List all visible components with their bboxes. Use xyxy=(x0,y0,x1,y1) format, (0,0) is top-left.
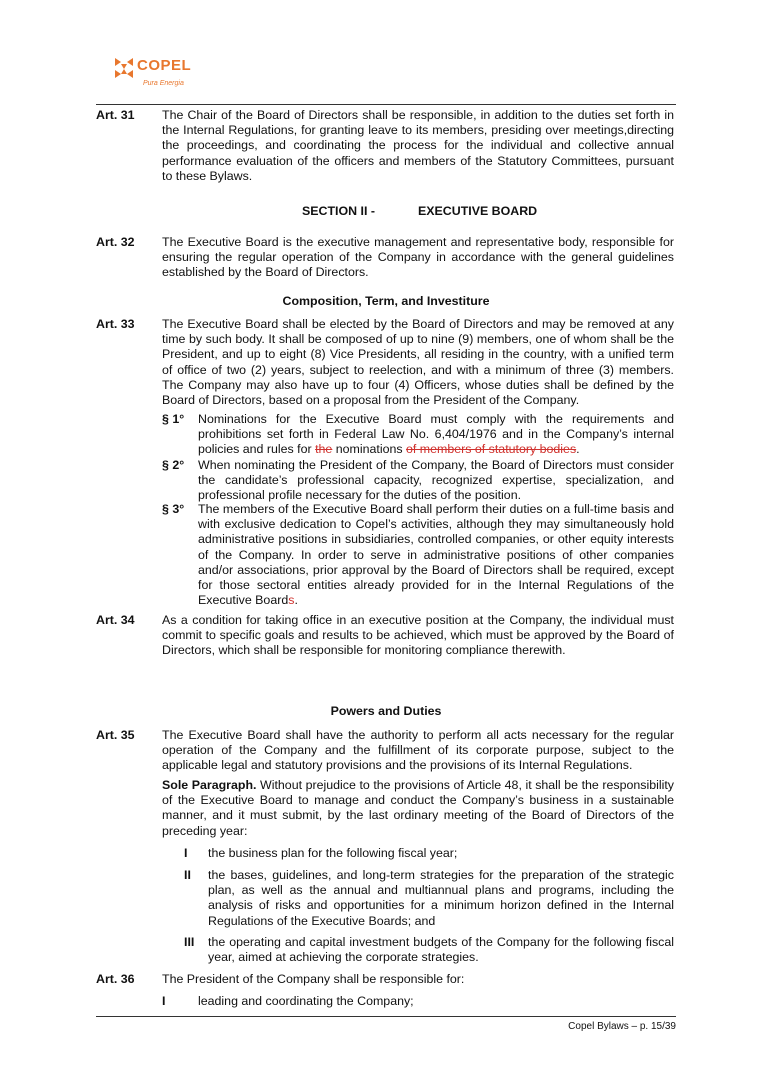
sole-paragraph-label: Sole Paragraph. xyxy=(162,778,257,792)
list-item xyxy=(184,846,674,861)
list-item-text: the operating and capital investment budgets of the Company for the following fiscal year, aimed at achieving the corporate strategies. xyxy=(208,935,674,965)
list-item-number: III xyxy=(184,935,195,949)
paragraph-text: Nominations for the Executive Board must comply with the requirements and prohibitions set forth in Federal Law No. 6,404/1976 and in the Company’s internal policies and rules for the nominations of members of statutory bodies. xyxy=(198,412,674,457)
copel-logo xyxy=(113,56,213,92)
logo-text: COPEL xyxy=(137,57,192,74)
list-item-text: the business plan for the following fiscal year; xyxy=(208,846,458,860)
header-rule xyxy=(96,104,676,105)
article-text: The Chair of the Board of Directors shall be responsible, in addition to the duties set forth in the Internal Regulations, for granting leave to its members, presiding over meetings,directing the proceedings, and coordinating the process for the individual and collective annual performance evaluation of the officers and members of the Statutory Committees, pursuant to these Bylaws. xyxy=(162,108,674,183)
paragraph-2 xyxy=(162,458,674,504)
list-item-text: the bases, guidelines, and long-term strategies for the preparation of the strategic plan, as well as the annual and multiannual plans and programs, including the analysis of risks and opportunities for a minimum horizon defined in the Internal Regulations of the Executive Boards; and xyxy=(208,868,674,928)
list-item xyxy=(162,994,674,1009)
list-item xyxy=(184,868,674,929)
copel-logo-icon xyxy=(113,56,135,82)
paragraph-number: § 1° xyxy=(162,412,185,426)
section-number: SECTION II - xyxy=(302,204,375,218)
list-item-number: II xyxy=(184,868,191,882)
logo-tagline: Pura Energia xyxy=(143,80,184,87)
article-text: As a condition for taking office in an executive position at the Company, the individual must commit to specific goals and results to be achieved, which must be approved by the Board of Directors, which shall be responsible for monitoring compliance therewith. xyxy=(162,613,674,658)
paragraph-number: § 3° xyxy=(162,502,185,516)
article-label: Art. 34 xyxy=(96,613,135,627)
paragraph-number: § 2° xyxy=(162,458,185,472)
article-text: The President of the Company shall be responsible for: xyxy=(162,972,465,986)
section-title: EXECUTIVE BOARD xyxy=(418,204,538,218)
article-label: Art. 36 xyxy=(96,972,135,986)
list-item-text: leading and coordinating the Company; xyxy=(198,994,414,1008)
paragraph-text: The members of the Executive Board shall perform their duties on a full-time basis and with exclusive dedication to Copel’s activities, although they may simultaneously hold administrative positions in subsidiaries, controlled companies, or other equity interests of the Company. In order to serve in administrative positions of other companies and/or associations, prior approval by the Board of Directors shall be required, except for those sectoral entities already provided for in the Internal Regulations of the Executive Boards. xyxy=(198,502,674,608)
paragraph-1 xyxy=(162,412,674,458)
paragraph-text: When nominating the President of the Company, the Board of Directors must consider the candidate’s professional capacity, recognized expertise, specialization, and professional profile necessary for the duties of the position. xyxy=(198,458,674,503)
article-label: Art. 35 xyxy=(96,728,135,742)
heading-composition: Composition, Term, and Investiture xyxy=(282,294,490,308)
page-footer: Copel Bylaws – p. 15/39 xyxy=(568,1021,676,1032)
list-item-number: I xyxy=(184,846,188,860)
article-label: Art. 31 xyxy=(96,108,135,122)
article-text: The Executive Board shall have the authority to perform all acts necessary for the regular operation of the Company and the fulfillment of its corporate purpose, subject to the applicable legal and statutory provisions and the provisions of its Internal Regulations. xyxy=(162,728,674,773)
article-text: The Executive Board shall be elected by the Board of Directors and may be removed at any time by such body. It shall be composed of up to nine (9) members, one of whom shall be the President, and up to eight (8) Vice Presidents, all residing in the country, with a unified term of office of two (2) years, subject to reelection, and with a minimum of three (3) members. The Company may also have up to four (4) Officers, whose duties shall be defined by the Board of Directors, based on a proposal from the President of the Company. xyxy=(162,317,674,408)
deleted-text: the xyxy=(315,442,333,457)
article-text: The Executive Board is the executive management and representative body, responsible for ensuring the regular operation of the Company in accordance with the general guidelines established by the Board of Directors. xyxy=(162,235,674,280)
list-item xyxy=(184,935,674,965)
heading-powers: Powers and Duties xyxy=(330,704,442,718)
article-label: Art. 32 xyxy=(96,235,135,249)
inserted-text: s xyxy=(288,593,295,608)
article-label: Art. 33 xyxy=(96,317,135,331)
deleted-text: of members of statutory bodies xyxy=(406,442,577,457)
footer-rule xyxy=(96,1016,676,1017)
list-item-number: I xyxy=(162,994,166,1008)
sole-paragraph-text: Without prejudice to the provisions of Article 48, it shall be the responsibility of the Executive Board to manage and conduct the Company’s business in a sustainable manner, and it must submit, by the last ordinary meeting of the Board of Directors of the preceding year: xyxy=(162,778,674,838)
paragraph-3 xyxy=(162,502,674,608)
sole-paragraph xyxy=(162,778,674,839)
